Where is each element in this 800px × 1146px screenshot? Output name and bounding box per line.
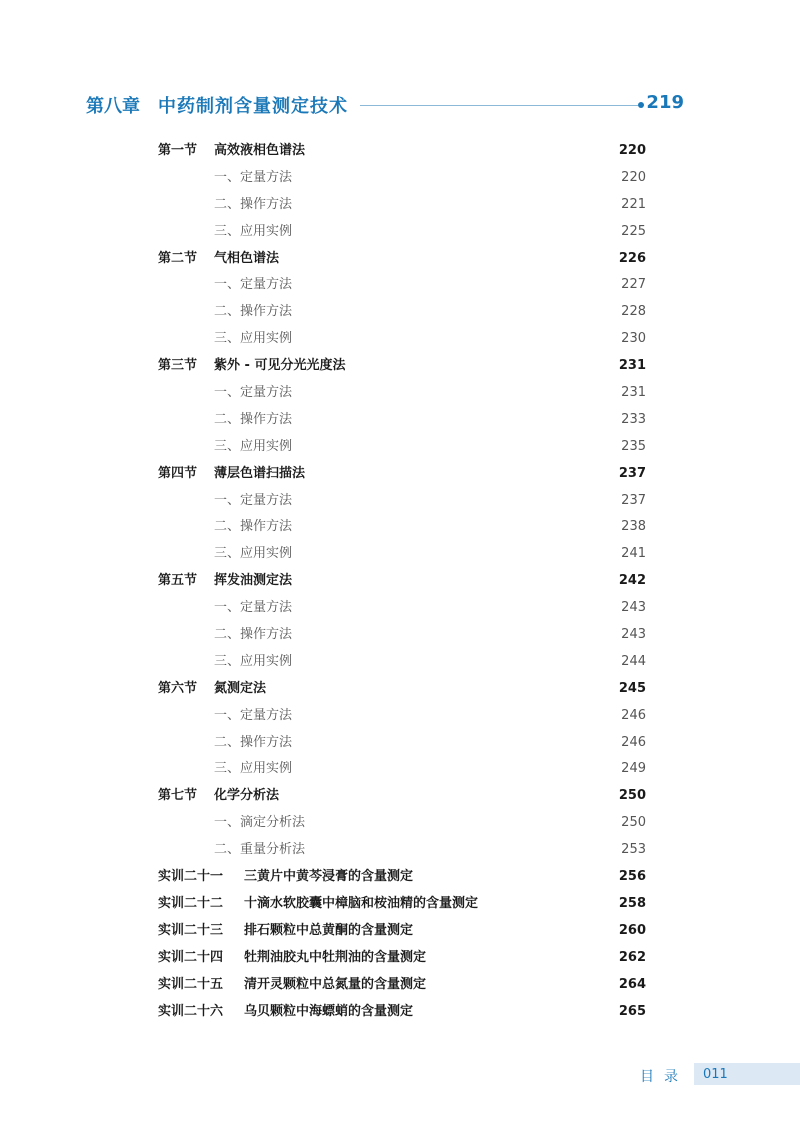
entry-page-number: 220 [618, 143, 646, 158]
entry-page-number: 227 [621, 277, 646, 293]
entry-label: 二、操作方法 [214, 627, 293, 643]
entry-page-number: 238 [621, 519, 646, 535]
entry-label: 二、操作方法 [214, 411, 293, 427]
entry-page-number: 228 [621, 304, 646, 320]
entry-page-number: 233 [621, 411, 646, 427]
entry-label: 一、定量方法 [214, 169, 293, 185]
entry-label: 第六节 [158, 680, 198, 696]
toc-section-entry[interactable] [158, 138, 648, 165]
entry-page-number: 230 [621, 331, 646, 347]
entry-page-number: 253 [621, 842, 646, 858]
entry-label: 三、应用实例 [214, 761, 293, 777]
entry-label: 实训二十六 [158, 1003, 224, 1019]
entry-label: 一、定量方法 [214, 492, 293, 508]
entry-page-number: 260 [618, 922, 646, 938]
entry-title: 乌贝颗粒中海螵蛸的含量测定 [244, 1003, 414, 1019]
entry-label: 实训二十二 [158, 895, 224, 911]
toc-subentry[interactable] [158, 649, 648, 676]
toc-subentry[interactable] [158, 380, 648, 407]
entry-label: 二、操作方法 [214, 196, 293, 212]
table-of-contents [158, 138, 648, 1025]
toc-section-entry[interactable] [158, 568, 648, 595]
entry-label: 第七节 [158, 788, 198, 804]
entry-title: 薄层色谱扫描法 [214, 465, 306, 481]
entry-page-number: 262 [618, 949, 646, 965]
entry-label: 一、定量方法 [214, 385, 293, 401]
chapter-heading[interactable] [86, 90, 684, 120]
entry-label: 二、操作方法 [214, 734, 293, 750]
entry-page-number: 250 [618, 788, 646, 804]
entry-label: 三、应用实例 [214, 331, 293, 347]
toc-subentry[interactable] [158, 407, 648, 434]
chapter-page-number: 219 [646, 92, 684, 113]
toc-subentry[interactable] [158, 326, 648, 353]
toc-section-entry[interactable] [158, 353, 648, 380]
entry-title: 紫外 - 可见分光光度法 [214, 358, 346, 374]
entry-page-number: 245 [618, 680, 646, 696]
toc-subentry[interactable] [158, 514, 648, 541]
entry-label: 三、应用实例 [214, 653, 293, 669]
toc-subentry[interactable] [158, 219, 648, 246]
entry-page-number: 226 [618, 250, 646, 266]
entry-label: 三、应用实例 [214, 546, 293, 562]
entry-page-number: 258 [618, 895, 646, 911]
entry-page-number: 246 [621, 734, 646, 750]
toc-lab-entry[interactable] [158, 945, 648, 972]
entry-page-number: 264 [618, 976, 646, 992]
entry-page-number: 242 [618, 573, 646, 589]
toc-section-entry[interactable] [158, 246, 648, 273]
entry-label: 第四节 [158, 465, 198, 481]
leader-dot [638, 102, 644, 108]
entry-page-number: 243 [621, 627, 646, 643]
toc-lab-entry[interactable] [158, 891, 648, 918]
toc-subentry[interactable] [158, 837, 648, 864]
entry-page-number: 221 [621, 196, 646, 212]
entry-label: 二、重量分析法 [214, 842, 306, 858]
toc-subentry[interactable] [158, 595, 648, 622]
entry-label: 第二节 [158, 250, 198, 266]
entry-label: 一、定量方法 [214, 600, 293, 616]
entry-page-number: 250 [621, 815, 646, 831]
entry-label: 实训二十三 [158, 922, 224, 938]
entry-title: 氮测定法 [214, 680, 267, 696]
entry-page-number: 220 [621, 169, 646, 185]
entry-label: 实训二十五 [158, 976, 224, 992]
toc-subentry[interactable] [158, 730, 648, 757]
toc-subentry[interactable] [158, 622, 648, 649]
entry-title: 挥发油测定法 [214, 573, 293, 589]
toc-subentry[interactable] [158, 703, 648, 730]
entry-label: 第三节 [158, 358, 198, 374]
entry-page-number: 231 [621, 385, 646, 401]
entry-page-number: 246 [621, 707, 646, 723]
leader-line [360, 105, 638, 106]
toc-subentry[interactable] [158, 192, 648, 219]
entry-label: 实训二十四 [158, 949, 224, 965]
entry-label: 一、滴定分析法 [214, 815, 306, 831]
entry-page-number: 256 [618, 869, 646, 885]
entry-label: 一、定量方法 [214, 707, 293, 723]
entry-label: 三、应用实例 [214, 438, 293, 454]
toc-lab-entry[interactable] [158, 999, 648, 1026]
entry-page-number: 249 [621, 761, 646, 777]
entry-label: 二、操作方法 [214, 519, 293, 535]
toc-subentry[interactable] [158, 488, 648, 515]
toc-subentry[interactable] [158, 810, 648, 837]
toc-subentry[interactable] [158, 756, 648, 783]
chapter-title: 中药制剂含量测定技术 [158, 96, 348, 117]
entry-label: 实训二十一 [158, 869, 224, 885]
entry-page-number: 241 [621, 546, 646, 562]
footer-label: 目录 [640, 1069, 688, 1085]
footer-page-number: 011 [703, 1067, 728, 1082]
entry-label: 第一节 [158, 143, 198, 158]
entry-title: 气相色谱法 [214, 250, 280, 266]
toc-subentry[interactable] [158, 165, 648, 192]
toc-subentry[interactable] [158, 434, 648, 461]
entry-page-number: 265 [618, 1003, 646, 1019]
entry-title: 化学分析法 [214, 788, 280, 804]
toc-subentry[interactable] [158, 299, 648, 326]
entry-page-number: 225 [621, 223, 646, 239]
entry-label: 第五节 [158, 573, 198, 589]
entry-title: 清开灵颗粒中总氮量的含量测定 [244, 976, 427, 992]
entry-page-number: 237 [621, 492, 646, 508]
chapter-number: 第八章 [86, 96, 140, 117]
toc-subentry[interactable] [158, 272, 648, 299]
toc-section-entry[interactable] [158, 461, 648, 488]
entry-title: 三黄片中黄芩浸膏的含量测定 [244, 869, 414, 885]
entry-label: 二、操作方法 [214, 304, 293, 320]
entry-page-number: 231 [618, 358, 646, 374]
entry-page-number: 235 [621, 438, 646, 454]
entry-title: 高效液相色谱法 [214, 143, 306, 158]
entry-page-number: 244 [621, 653, 646, 669]
toc-lab-entry[interactable] [158, 864, 648, 891]
entry-label: 一、定量方法 [214, 277, 293, 293]
entry-title: 牡荆油胶丸中牡荆油的含量测定 [244, 949, 427, 965]
entry-label: 三、应用实例 [214, 223, 293, 239]
toc-section-entry[interactable] [158, 676, 648, 703]
toc-section-entry[interactable] [158, 783, 648, 810]
toc-lab-entry[interactable] [158, 918, 648, 945]
toc-subentry[interactable] [158, 541, 648, 568]
entry-title: 排石颗粒中总黄酮的含量测定 [244, 922, 414, 938]
entry-page-number: 237 [618, 465, 646, 481]
entry-title: 十滴水软胶囊中樟脑和桉油精的含量测定 [244, 895, 479, 911]
toc-lab-entry[interactable] [158, 972, 648, 999]
entry-page-number: 243 [621, 600, 646, 616]
